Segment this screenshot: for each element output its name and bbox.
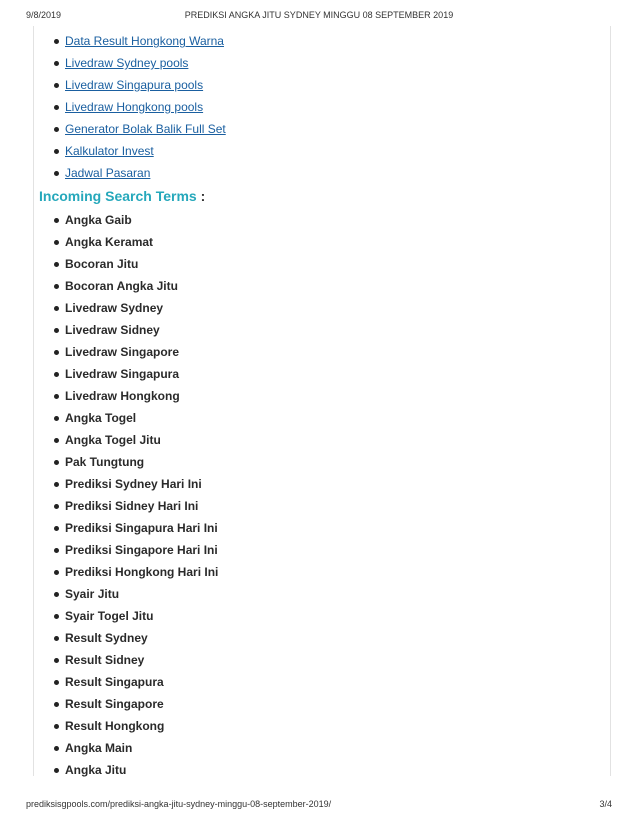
bullet-icon [54,438,59,443]
bullet-icon [54,284,59,289]
incoming-search-terms-heading [39,186,205,206]
link-livedraw-sydney-pools[interactable]: Livedraw Sydney pools [65,56,189,70]
list-item [34,52,226,74]
search-term: Angka Gaib [65,213,132,227]
bullet-icon [54,39,59,44]
list-item [34,385,218,407]
link-data-result-hongkong-warna[interactable]: Data Result Hongkong Warna [65,34,224,48]
search-term: Result Sidney [65,653,145,667]
print-url: prediksisgpools.com/prediksi-angka-jitu-sydney-minggu-08-september-2019/ [26,799,332,809]
bullet-icon [54,702,59,707]
bullet-icon [54,724,59,729]
bullet-icon [54,680,59,685]
page-number: 3/4 [599,799,612,809]
print-footer [26,799,612,813]
search-term: Prediksi Sidney Hari Ini [65,499,199,513]
list-item [34,451,218,473]
bullet-icon [54,372,59,377]
bullet-icon [54,416,59,421]
bullet-icon [54,526,59,531]
list-item [34,253,218,275]
list-item [34,74,226,96]
link-livedraw-hongkong-pools[interactable]: Livedraw Hongkong pools [65,100,204,114]
bullet-icon [54,262,59,267]
heading-text: Incoming Search Terms [39,188,197,204]
link-generator-bolak-balik[interactable]: Generator Bolak Balik Full Set [65,122,226,136]
bullet-icon [54,83,59,88]
search-term: Livedraw Singapore [65,345,180,359]
list-item [34,30,226,52]
search-term: Angka Togel Jitu [65,433,161,447]
search-terms-list [34,209,218,781]
bullet-icon [54,171,59,176]
list-item [34,209,218,231]
bullet-icon [54,306,59,311]
list-item [34,561,218,583]
bullet-icon [54,105,59,110]
bullet-icon [54,350,59,355]
search-term: Livedraw Sidney [65,323,160,337]
list-item [34,297,218,319]
link-kalkulator-invest[interactable]: Kalkulator Invest [65,144,154,158]
list-item [34,605,218,627]
list-item [34,539,218,561]
bullet-icon [54,61,59,66]
search-term: Pak Tungtung [65,455,145,469]
list-item [34,737,218,759]
list-item [34,118,226,140]
search-term: Result Hongkong [65,719,165,733]
bullet-icon [54,328,59,333]
list-item [34,627,218,649]
search-term: Syair Jitu [65,587,120,601]
article-content [33,26,611,776]
bullet-icon [54,127,59,132]
search-term: Prediksi Sydney Hari Ini [65,477,202,491]
link-livedraw-singapura-pools[interactable]: Livedraw Singapura pools [65,78,204,92]
bullet-icon [54,218,59,223]
search-term: Angka Keramat [65,235,154,249]
bullet-icon [54,482,59,487]
search-term: Result Sydney [65,631,148,645]
search-term: Bocoran Jitu [65,257,139,271]
list-item [34,429,218,451]
search-term: Result Singapore [65,697,164,711]
bullet-icon [54,592,59,597]
search-term: Bocoran Angka Jitu [65,279,178,293]
bullet-icon [54,658,59,663]
search-term: Syair Togel Jitu [65,609,154,623]
list-item [34,495,218,517]
bullet-icon [54,768,59,773]
list-item [34,407,218,429]
search-term: Livedraw Singapura [65,367,180,381]
list-item [34,231,218,253]
bullet-icon [54,614,59,619]
list-item [34,363,218,385]
bullet-icon [54,570,59,575]
search-term: Prediksi Singapura Hari Ini [65,521,218,535]
list-item [34,649,218,671]
list-item [34,341,218,363]
search-term: Livedraw Sydney [65,301,164,315]
list-item [34,715,218,737]
list-item [34,671,218,693]
bullet-icon [54,460,59,465]
heading-colon: : [196,188,206,204]
list-item [34,140,226,162]
list-item [34,583,218,605]
list-item [34,759,218,781]
list-item [34,162,226,184]
bullet-icon [54,149,59,154]
list-item [34,517,218,539]
link-jadwal-pasaran[interactable]: Jadwal Pasaran [65,166,151,180]
related-links-list [34,30,226,184]
list-item [34,319,218,341]
print-date: 9/8/2019 [26,10,62,20]
search-term: Angka Jitu [65,763,127,777]
search-term: Angka Main [65,741,133,755]
search-term: Livedraw Hongkong [65,389,180,403]
bullet-icon [54,394,59,399]
search-term: Prediksi Singapore Hari Ini [65,543,218,557]
print-page-title: PREDIKSI ANGKA JITU SYDNEY MINGGU 08 SEPTEMBER 2019 [184,10,454,20]
search-term: Result Singapura [65,675,164,689]
list-item [34,693,218,715]
list-item [34,96,226,118]
list-item [34,473,218,495]
bullet-icon [54,636,59,641]
bullet-icon [54,240,59,245]
list-item [34,275,218,297]
search-term: Prediksi Hongkong Hari Ini [65,565,219,579]
bullet-icon [54,746,59,751]
print-header [26,10,612,24]
search-term: Angka Togel [65,411,137,425]
bullet-icon [54,504,59,509]
bullet-icon [54,548,59,553]
